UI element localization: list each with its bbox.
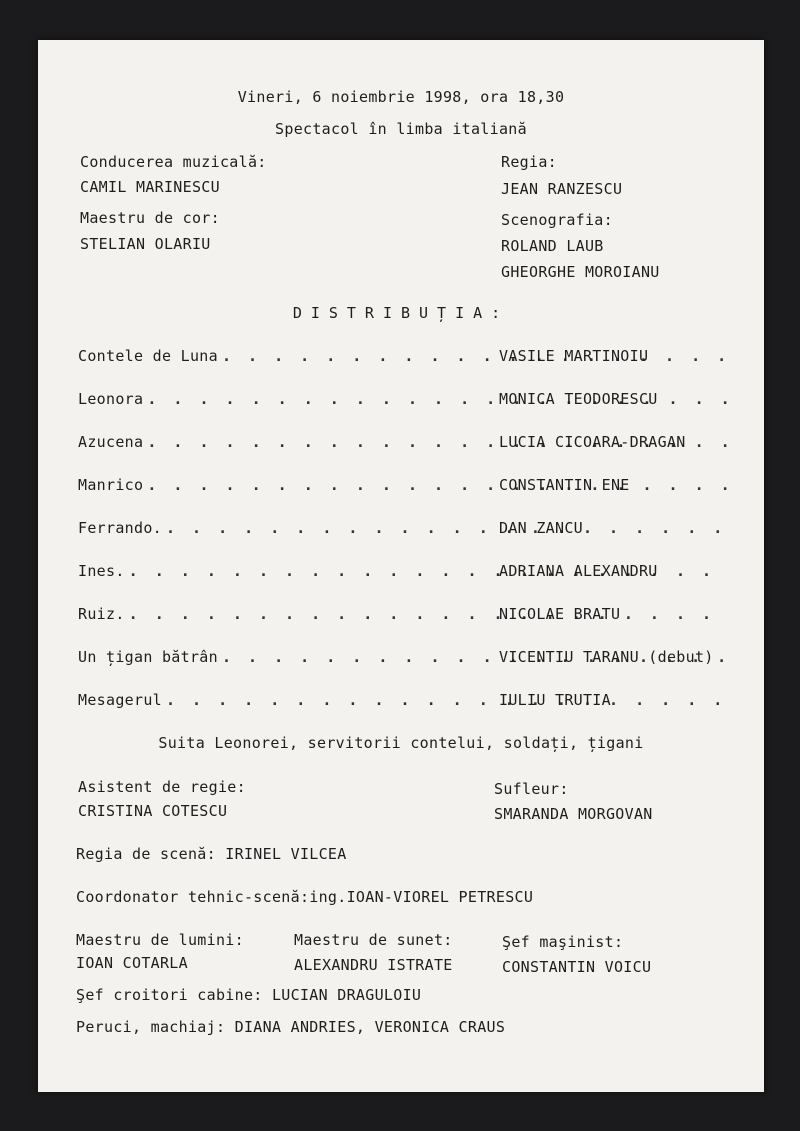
leader-dots	[166, 691, 728, 709]
cast-row	[78, 347, 732, 367]
prompter-name: SMARANDA MORGOVAN	[494, 805, 653, 823]
director-name: JEAN RANZESCU	[501, 180, 623, 198]
ensemble-line: Suita Leonorei, servitorii contelui, soldați, țigani	[158, 734, 644, 752]
sound-master-label: Maestru de sunet:	[294, 931, 453, 949]
makeup-line: Peruci, machiaj: DIANA ANDRIES, VERONICA CRAUS	[76, 1018, 506, 1036]
prompter-label: Sufleur:	[494, 780, 569, 798]
chorus-master-label: Maestru de cor:	[80, 209, 220, 227]
cast-row	[78, 562, 732, 582]
program-page	[38, 40, 764, 1092]
leader-dots	[147, 476, 728, 494]
head-machinist-label: Şef maşinist:	[502, 933, 624, 951]
cast-role: Contele de Luna	[78, 347, 218, 365]
cast-row	[78, 605, 732, 625]
cast-role: Ruiz.	[78, 605, 125, 623]
cast-row	[78, 476, 732, 496]
music-direction-label: Conducerea muzicală:	[80, 153, 267, 171]
scenography-label: Scenografia:	[501, 211, 613, 229]
cast-role: Manrico	[78, 476, 144, 494]
cast-role: Ferrando.	[78, 519, 162, 537]
cast-role: Leonora	[78, 390, 144, 408]
director-label: Regia:	[501, 153, 557, 171]
performance-language: Spectacol în limba italiană	[275, 120, 527, 138]
cast-role: Un țigan bătrân	[78, 648, 218, 666]
cast-singer: VASILE MARTINOIU	[499, 347, 649, 365]
cast-row	[78, 691, 732, 711]
cast-row	[78, 648, 732, 668]
leader-dots	[222, 347, 728, 365]
cast-role: Azucena	[78, 433, 144, 451]
cast-row	[78, 519, 732, 539]
sound-master-name: ALEXANDRU ISTRATE	[294, 956, 453, 974]
assistant-director-label: Asistent de regie:	[78, 778, 246, 796]
cast-role: Ines.	[78, 562, 125, 580]
assistant-director-name: CRISTINA COTESCU	[78, 802, 228, 820]
cast-singer: VICENTIU TARANU (debut)	[499, 648, 714, 666]
performance-date: Vineri, 6 noiembrie 1998, ora 18,30	[237, 88, 565, 106]
cast-singer: CONSTANTIN ENE	[499, 476, 630, 494]
cast-singer: MONICA TEODORESCU	[499, 390, 658, 408]
chorus-master-name: STELIAN OLARIU	[80, 235, 211, 253]
cast-row	[78, 433, 732, 453]
cast-singer: DAN ZANCU	[499, 519, 583, 537]
cast-row	[78, 390, 732, 410]
lighting-master-name: IOAN COTARLA	[76, 954, 188, 972]
cast-singer: IULIU TRUTIA	[499, 691, 611, 709]
lighting-master-label: Maestru de lumini:	[76, 931, 244, 949]
leader-dots	[129, 605, 728, 623]
technical-coordinator-line: Coordonator tehnic-scenă:ing.IOAN-VIOREL PETRESCU	[76, 888, 534, 906]
cast-singer: ADRIANA ALEXANDRU	[499, 562, 658, 580]
costume-head-line: Şef croitori cabine: LUCIAN DRAGULOIU	[76, 986, 422, 1004]
music-direction-name: CAMIL MARINESCU	[80, 178, 220, 196]
cast-role: Mesagerul	[78, 691, 162, 709]
stage-direction-line: Regia de scenă: IRINEL VILCEA	[76, 845, 347, 863]
scenography-name: GHEORGHE MOROIANU	[501, 263, 660, 281]
scenography-name: ROLAND LAUB	[501, 237, 604, 255]
cast-singer: NICOLAE BRATU	[499, 605, 621, 623]
head-machinist-name: CONSTANTIN VOICU	[502, 958, 652, 976]
leader-dots	[166, 519, 728, 537]
cast-singer: LUCIA CICOARA-DRAGAN	[499, 433, 686, 451]
cast-heading: DISTRIBUȚIA:	[292, 304, 510, 322]
